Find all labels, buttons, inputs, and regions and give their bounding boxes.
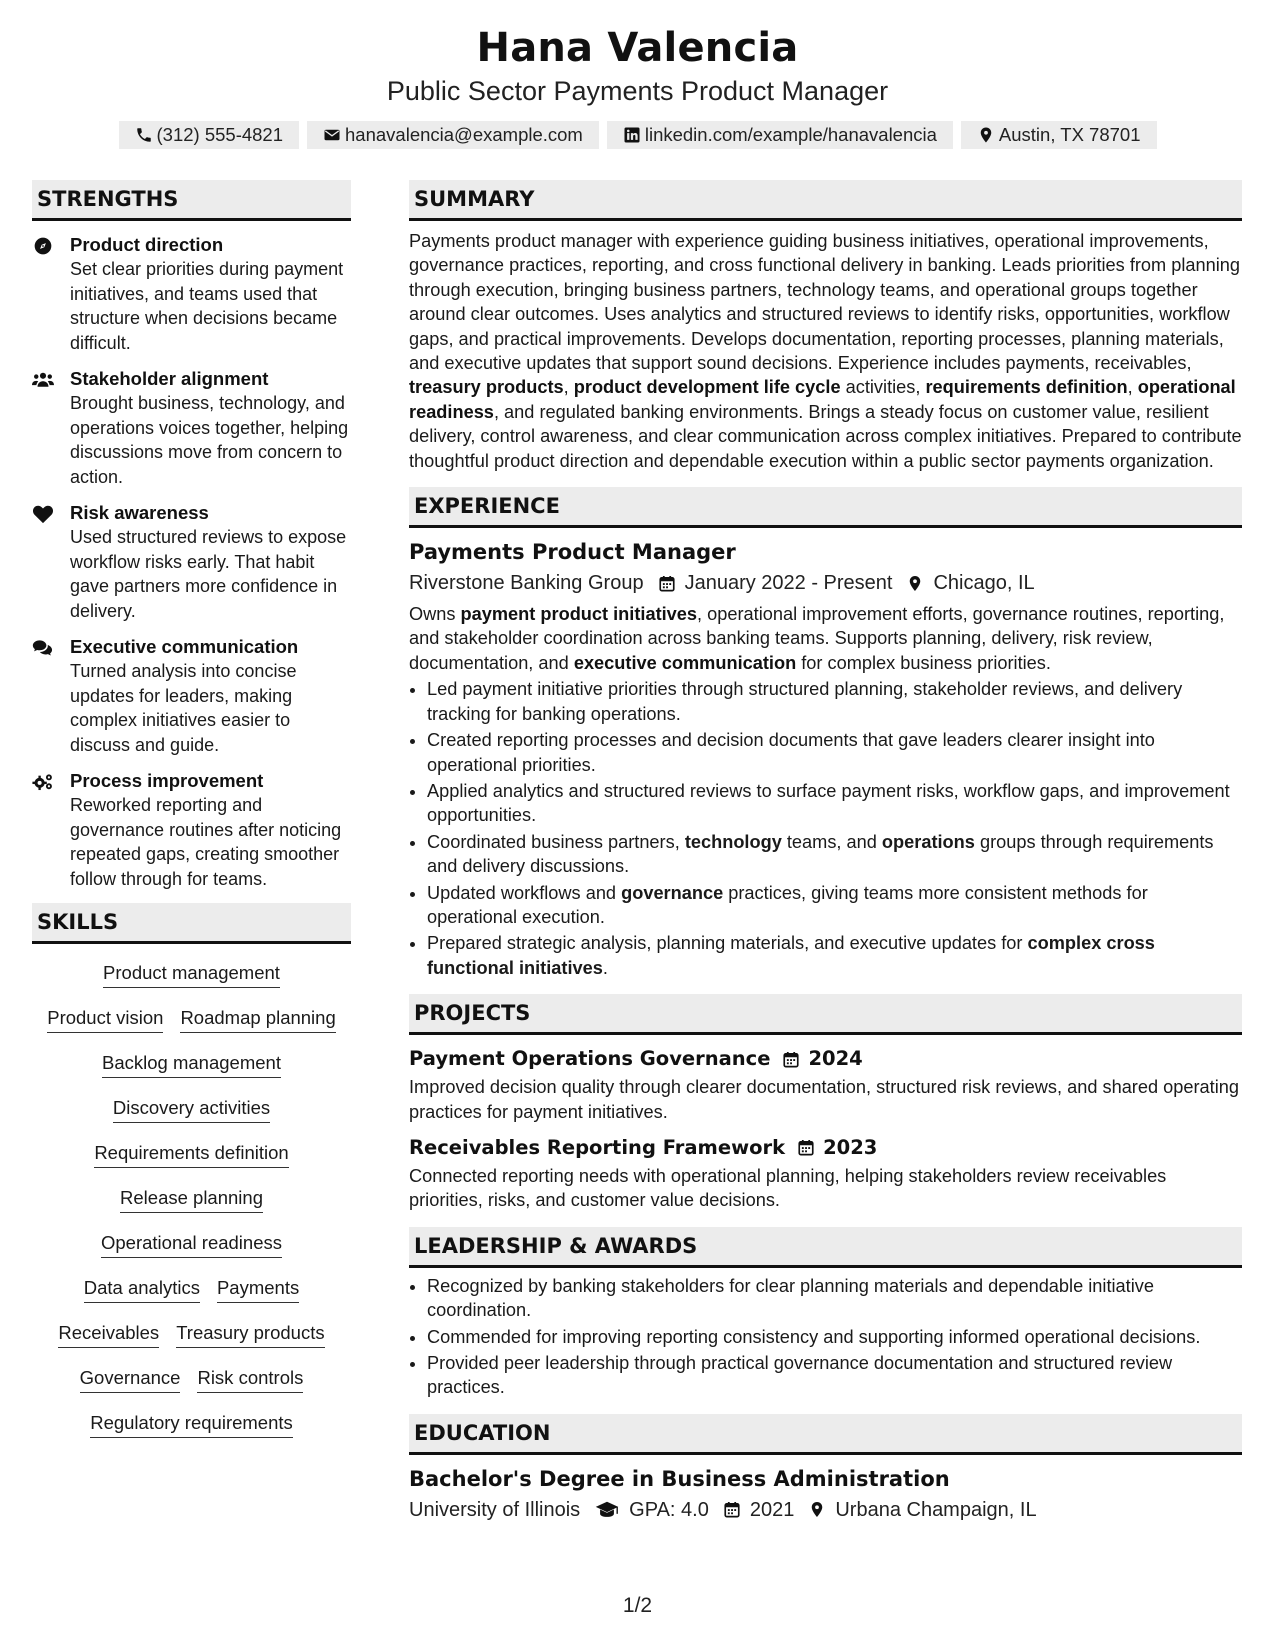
- emphasis-text: requirements definition: [925, 377, 1128, 398]
- job-location: Chicago, IL: [933, 572, 1035, 595]
- leadership-item: • Commended for improving reporting consistency and supporting informed operational decisions.: [427, 1325, 1242, 1349]
- contact-phone[interactable]: [119, 121, 300, 149]
- skill-tag: Governance: [80, 1365, 181, 1393]
- experience-heading: EXPERIENCE: [409, 487, 1242, 528]
- comments-icon: [32, 638, 54, 658]
- calendar-icon: [658, 574, 676, 593]
- project-title: Payment Operations Governance: [409, 1047, 771, 1071]
- skill-tag: Release planning: [120, 1185, 263, 1213]
- candidate-role: Public Sector Payments Product Manager: [386, 76, 889, 106]
- skill-tag: Payments: [217, 1275, 299, 1303]
- strength-item: [32, 233, 351, 355]
- text-run: ,: [1127, 377, 1138, 398]
- skill-tag: Backlog management: [102, 1050, 281, 1078]
- text-run: Coordinated business partners,: [427, 831, 685, 852]
- skill-row: [32, 1185, 351, 1230]
- envelope-icon: [323, 126, 341, 144]
- project-year: 2023: [823, 1135, 878, 1159]
- skill-row: [32, 1230, 351, 1275]
- text-run: , operational improvement efforts, governance routines, reporting, and stakeholder coordination across banking teams. Supports planning, delivery, risk review, documentation, and: [409, 604, 1225, 673]
- job-bullet: [427, 830, 1242, 879]
- contact-location: [961, 121, 1157, 149]
- project-item: [409, 1134, 1242, 1213]
- contact-linkedin[interactable]: [607, 121, 953, 149]
- text-run: ,: [563, 377, 574, 398]
- skill-tag: Roadmap planning: [180, 1005, 335, 1033]
- skill-row: [32, 1365, 351, 1410]
- text-run: Applied analytics and structured reviews to surface payment risks, workflow gaps, and improvement opportunities.: [427, 780, 1230, 826]
- project-title-row: [409, 1045, 1242, 1073]
- strength-title: Risk awareness: [70, 502, 209, 523]
- text-run: .: [602, 957, 608, 978]
- skill-tag: Risk controls: [197, 1365, 303, 1393]
- text-run: Updated workflows and: [427, 882, 622, 903]
- emphasis-text: technology: [684, 831, 782, 852]
- skill-row: [32, 1275, 351, 1320]
- education-meta: [409, 1495, 1242, 1525]
- job-meta: [409, 568, 1242, 598]
- job-dates: January 2022 - Present: [684, 572, 893, 595]
- emphasis-text: operational readiness: [409, 377, 1236, 422]
- resume-header: [0, 22, 1275, 149]
- education-heading: EDUCATION: [409, 1414, 1242, 1455]
- skill-tag: Receivables: [58, 1320, 159, 1348]
- linkedin-icon: [623, 126, 641, 144]
- gears-icon: [32, 772, 54, 792]
- summary-text: [409, 229, 1242, 473]
- strengths-list: [32, 233, 351, 891]
- emphasis-text: operations: [881, 831, 975, 852]
- job-bullet: [427, 881, 1242, 930]
- text-run: teams, and: [781, 831, 882, 852]
- project-year: 2024: [808, 1047, 863, 1071]
- degree-title: Bachelor's Degree in Business Administration: [409, 1466, 950, 1491]
- strength-title: Product direction: [70, 234, 224, 255]
- candidate-name: Hana Valencia: [476, 25, 799, 71]
- location-text: Austin, TX 78701: [998, 124, 1141, 145]
- emphasis-text: complex cross functional initiatives: [427, 933, 1155, 978]
- strength-title: Stakeholder alignment: [70, 368, 269, 389]
- skill-tag: Product vision: [47, 1005, 163, 1033]
- strength-desc: Turned analysis into concise updates for leaders, making complex initiatives easier to discuss and guide.: [70, 661, 297, 755]
- text-run: Prepared strategic analysis, planning materials, and executive updates for: [427, 933, 1028, 954]
- skill-tag: Product management: [103, 960, 280, 988]
- skills-list: [32, 960, 351, 1455]
- users-icon: [32, 370, 54, 390]
- job-bullets: [409, 677, 1242, 980]
- job-bullet: [427, 728, 1242, 777]
- project-title-row: [409, 1134, 1242, 1162]
- map-pin-icon: [977, 126, 995, 144]
- summary-heading: SUMMARY: [409, 180, 1242, 221]
- page-number: 1/2: [622, 1594, 653, 1617]
- calendar-icon: [782, 1050, 800, 1069]
- project-title: Receivables Reporting Framework: [409, 1135, 786, 1159]
- skill-row: [32, 960, 351, 1005]
- strength-item: [32, 367, 351, 489]
- graduation-year: 2021: [749, 1498, 795, 1521]
- school-name: University of Illinois: [409, 1498, 581, 1521]
- emphasis-text: payment product initiatives: [460, 604, 698, 625]
- phone-text: (312) 555-4821: [156, 124, 284, 145]
- skill-row: [32, 1140, 351, 1185]
- emphasis-text: treasury products: [409, 377, 564, 398]
- text-run: Led payment initiative priorities through structured planning, stakeholder reviews, and delivery tracking for banking operations.: [427, 679, 1183, 724]
- strength-desc: Set clear priorities during payment initiatives, and teams used that structure when decisions became difficult.: [70, 259, 344, 353]
- text-run: activities,: [840, 377, 926, 398]
- contact-bar: [0, 121, 1275, 149]
- skills-heading: SKILLS: [32, 903, 351, 944]
- emphasis-text: executive communication: [573, 652, 797, 673]
- skill-tag: Discovery activities: [113, 1095, 270, 1123]
- heart-icon: [32, 504, 54, 524]
- right-column: [409, 180, 1242, 1525]
- left-column: [32, 180, 351, 1455]
- strength-item: [32, 769, 351, 891]
- skill-tag: Data analytics: [84, 1275, 200, 1303]
- linkedin-text: linkedin.com/example/hanavalencia: [644, 124, 937, 145]
- calendar-icon: [723, 1500, 741, 1519]
- text-run: , and regulated banking environments. Brings a steady focus on customer value, resilient delivery, control awareness, and clear communication across complex initiatives. Prepared to contribute thoughtful product direction and dependable execution within a public sector payments organization.: [409, 401, 1242, 471]
- job-bullet: [427, 779, 1242, 828]
- skill-row: [32, 1320, 351, 1365]
- school-location: Urbana Champaign, IL: [835, 1498, 1037, 1521]
- job-bullet: [427, 677, 1242, 726]
- projects-heading: PROJECTS: [409, 994, 1242, 1035]
- skill-tag: Treasury products: [176, 1320, 324, 1348]
- text-run: practices, giving teams more consistent methods for operational execution.: [427, 882, 1148, 927]
- leadership-item: • Recognized by banking stakeholders for clear planning materials and dependable initiative coordination.: [427, 1274, 1242, 1323]
- calendar-icon: [797, 1138, 815, 1157]
- gpa: GPA: 4.0: [629, 1498, 709, 1521]
- project-item: [409, 1045, 1242, 1124]
- strengths-heading: STRENGTHS: [32, 180, 351, 221]
- skill-tag: Regulatory requirements: [90, 1410, 293, 1438]
- strength-item: [32, 501, 351, 623]
- strength-desc: Reworked reporting and governance routines after noticing repeated gaps, creating smoother follow through for teams.: [70, 795, 342, 889]
- project-desc: Connected reporting needs with operational planning, helping stakeholders review receivables priorities, risks, and customer value decisions.: [409, 1165, 1167, 1211]
- job-company: Riverstone Banking Group: [409, 572, 644, 595]
- strength-desc: Brought business, technology, and operations voices together, helping discussions move from concern to action.: [70, 393, 349, 487]
- project-desc: Improved decision quality through clearer documentation, structured risk reviews, and shared operating practices for payment initiatives.: [409, 1077, 1239, 1122]
- job-intro: [409, 602, 1242, 675]
- strength-title: Executive communication: [70, 636, 299, 657]
- job-bullet: [427, 931, 1242, 980]
- leadership-list: [409, 1274, 1242, 1400]
- text-run: for complex business priorities.: [796, 652, 1051, 673]
- phone-icon: [135, 126, 153, 144]
- skill-tag: Requirements definition: [94, 1140, 288, 1168]
- map-pin-icon: [808, 1500, 826, 1519]
- strength-desc: Used structured reviews to expose workflow risks early. That habit gave partners more confidence in delivery.: [70, 527, 347, 621]
- emphasis-text: governance: [621, 882, 724, 903]
- text-run: Created reporting processes and decision documents that gave leaders clearer insight into operational priorities.: [427, 730, 1155, 775]
- email-text: hanavalencia@example.com: [345, 124, 583, 145]
- skill-row: [32, 1005, 351, 1050]
- text-run: Owns: [409, 604, 461, 625]
- text-run: Payments product manager with experience guiding business initiatives, operational improvements, governance practices, reporting, and cross functional delivery in banking. Leads priorities from planning through execution, bringing business partners, technology teams, and operational groups together around clear outcomes. Uses analytics and structured reviews to identify risks, opportunities, workflow gaps, and practical improvements. Develops documentation, reporting processes, planning materials, and executive updates that support sound decisions. Experience includes payments, receivables,: [409, 231, 1241, 374]
- leadership-item: • Provided peer leadership through practical governance documentation and structured review practices.: [427, 1351, 1242, 1400]
- contact-email[interactable]: [307, 121, 599, 149]
- skill-row: [32, 1095, 351, 1140]
- text-run: groups through requirements and delivery discussions.: [427, 831, 1214, 877]
- job-title: Payments Product Manager: [409, 540, 736, 565]
- skill-row: [32, 1050, 351, 1095]
- strength-title: Process improvement: [70, 770, 264, 791]
- emphasis-text: product development life cycle: [573, 377, 841, 398]
- graduation-cap-icon: [594, 1500, 620, 1519]
- skill-row: [32, 1410, 351, 1455]
- map-pin-icon: [906, 574, 924, 593]
- skill-tag: Operational readiness: [101, 1230, 282, 1258]
- compass-icon: [32, 236, 54, 256]
- leadership-heading: LEADERSHIP & AWARDS: [409, 1227, 1242, 1268]
- strength-item: [32, 635, 351, 757]
